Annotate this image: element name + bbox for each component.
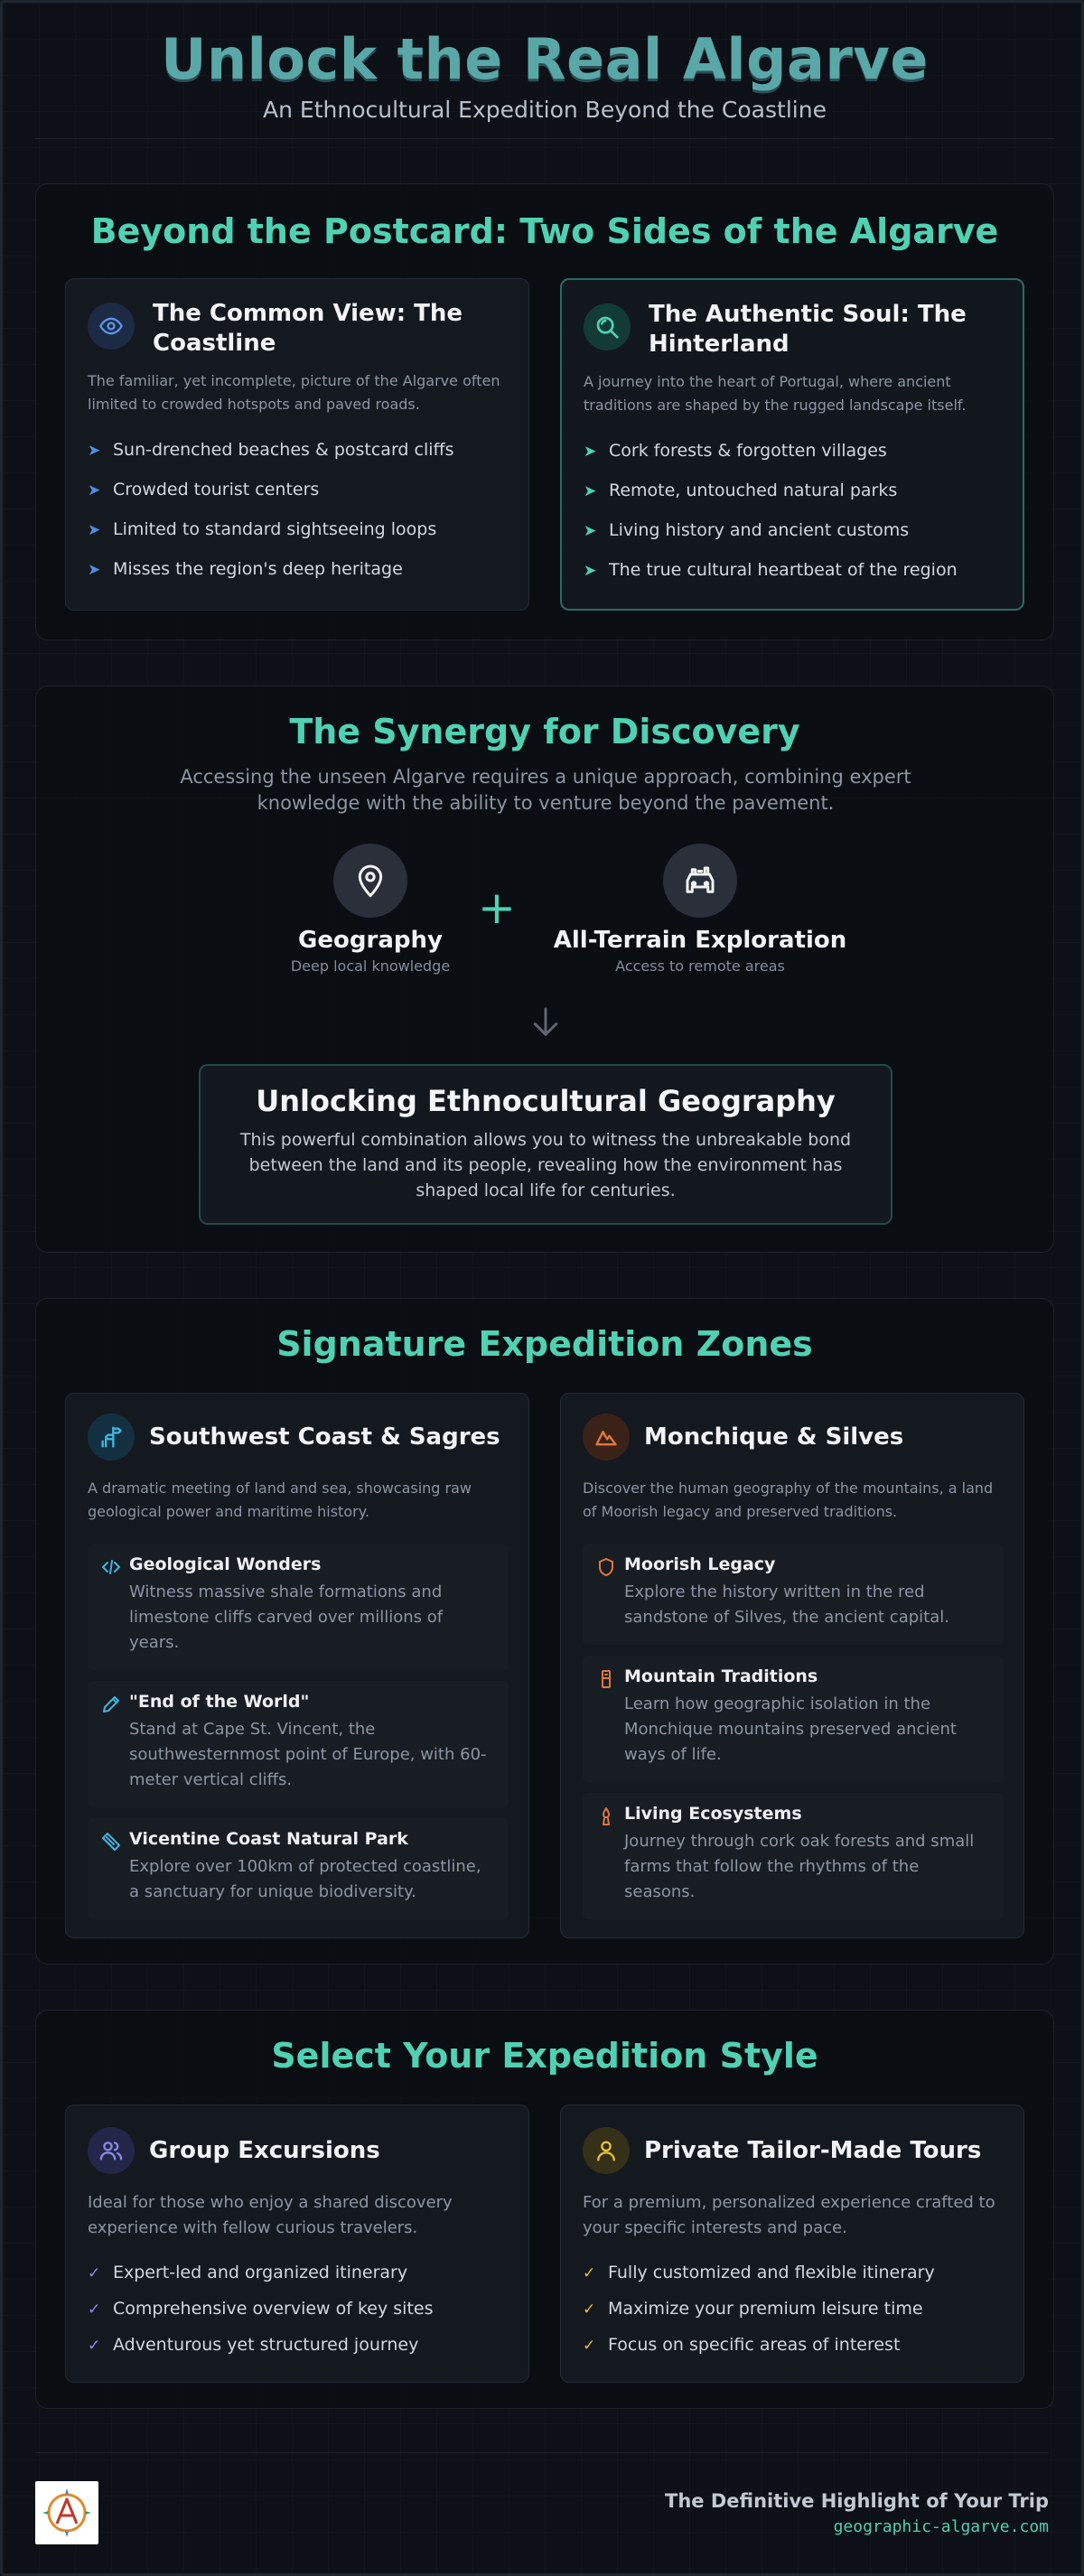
list-item (88, 519, 512, 559)
arrow-icon: ➤ (88, 561, 101, 579)
magnifier-icon (584, 303, 631, 350)
zone-item-mountain-traditions (583, 1656, 1004, 1782)
comparison-title: Beyond the Postcard: Two Sides of the Algarve (90, 211, 999, 251)
monchique-title: Monchique & Silves (644, 1423, 904, 1451)
list-item (584, 560, 1008, 600)
arrow-icon: ➤ (584, 522, 597, 540)
common-view-title-line1: The Common View: The (153, 300, 463, 327)
list-item-text: Focus on specific areas of interest (608, 2335, 901, 2355)
result-title: Unlocking Ethnocultural Geography (256, 1084, 836, 1118)
zones-title: Signature Expedition Zones (276, 1324, 813, 1364)
arrow-icon: ➤ (88, 481, 101, 499)
arrow-icon: ➤ (584, 443, 597, 461)
southwest-zone-card (65, 1393, 529, 1938)
page-subtitle: An Ethnocultural Expedition Beyond the Coastline (263, 97, 827, 123)
list-item (88, 2335, 512, 2371)
list-item-text: Remote, untouched natural parks (609, 481, 898, 500)
monchique-description: Discover the human geography of the mountains, a land of Moorish legacy and preserved traditions. (583, 1479, 994, 1520)
zone-item-end-of-the-world (88, 1681, 509, 1807)
zone-item-text: Stand at Cape St. Vincent, the southwesternmost point of Europe, with 60-meter vertical cliffs. (129, 1720, 487, 1789)
arrow-down-icon (528, 1004, 564, 1041)
result-box (199, 1064, 892, 1225)
styles-title: Select Your Expedition Style (271, 2036, 818, 2076)
southwest-title: Southwest Coast & Sagres (149, 1423, 500, 1451)
plus-icon: + (478, 882, 516, 934)
authentic-soul-title (649, 300, 967, 359)
company-logo (35, 2481, 98, 2544)
arrow-icon: ➤ (88, 442, 101, 460)
footer-tagline: The Definitive Highlight of Your Trip (665, 2490, 1049, 2512)
code-icon (100, 1556, 122, 1578)
list-item-text: Sun-drenched beaches & postcard cliffs (113, 440, 454, 460)
list-item (583, 2299, 1007, 2335)
signpost-icon (88, 1414, 135, 1461)
check-icon: ✓ (88, 2337, 101, 2355)
list-item-text: Cork forests & forgotten villages (609, 441, 887, 461)
list-item (88, 2263, 512, 2299)
check-icon: ✓ (88, 2301, 101, 2319)
arrow-icon: ➤ (584, 562, 597, 580)
zone-item-title: "End of the World" (129, 1692, 310, 1712)
zone-item-title: Geological Wonders (129, 1554, 322, 1574)
all-terrain-node (524, 844, 876, 975)
door-icon (595, 1668, 617, 1690)
torch-icon (595, 1806, 617, 1827)
list-item (88, 559, 512, 599)
synergy-title: The Synergy for Discovery (289, 712, 800, 751)
check-icon: ✓ (88, 2264, 101, 2282)
common-view-title (153, 299, 463, 359)
authentic-soul-title-line1: The Authentic Soul: The (649, 301, 967, 328)
map-pin-icon (333, 844, 407, 918)
zones-section (35, 1298, 1054, 1965)
group-excursions-card (65, 2105, 529, 2383)
zone-item-text: Learn how geographic isolation in the Monchique mountains preserved ancient ways of life. (624, 1694, 957, 1764)
footer-website-link[interactable]: geographic-algarve.com (833, 2517, 1049, 2536)
list-item-text: Living history and ancient customs (609, 520, 910, 540)
common-view-card (65, 278, 529, 611)
check-icon: ✓ (583, 2264, 596, 2282)
common-view-title-line2: Coastline (153, 330, 276, 357)
group-excursions-title: Group Excursions (149, 2137, 380, 2164)
zone-item-vicentine-coast (88, 1818, 509, 1919)
private-tours-card (560, 2105, 1024, 2383)
footer-divider (35, 2452, 1049, 2453)
all-terrain-title: All-Terrain Exploration (553, 927, 847, 954)
list-item-text: Fully customized and flexible itinerary (608, 2263, 935, 2282)
list-item-text: Adventurous yet structured journey (113, 2335, 419, 2355)
zone-item-title: Moorish Legacy (624, 1554, 776, 1574)
private-tours-list (583, 2263, 1007, 2371)
pencil-icon (100, 1694, 122, 1715)
list-item-text: Limited to standard sightseeing loops (113, 519, 437, 539)
all-terrain-subtitle: Access to remote areas (615, 957, 785, 975)
geography-subtitle: Deep local knowledge (290, 957, 451, 975)
monchique-zone-card (560, 1393, 1024, 1938)
list-item-text: Maximize your premium leisure time (608, 2299, 923, 2319)
zone-item-moorish-legacy (583, 1544, 1004, 1645)
private-tours-description: For a premium, personalized experience crafted to your specific interests and pace. (583, 2193, 995, 2237)
authentic-soul-description: A journey into the heart of Portugal, where ancient traditions are shaped by the rugged landscape itself. (584, 373, 967, 414)
authentic-soul-list (584, 441, 1008, 600)
synergy-intro: Accessing the unseen Algarve requires a unique approach, combining expert knowledge with the ability to venture beyond the pavement. (180, 766, 911, 814)
ruler-icon (100, 1831, 122, 1853)
list-item-text: Misses the region's deep heritage (113, 559, 403, 579)
authentic-soul-card (560, 278, 1024, 611)
group-excursions-description: Ideal for those who enjoy a shared discovery experience with fellow curious travelers. (88, 2193, 453, 2237)
result-text: This powerful combination allows you to witness the unbreakable bond between the land and its people, revealing how the environment has shaped local life for centuries. (239, 1130, 852, 1200)
zone-item-text: Witness massive shale formations and limestone cliffs carved over millions of years. (129, 1582, 444, 1652)
common-view-list (88, 440, 512, 599)
eye-icon (88, 303, 135, 350)
zone-item-title: Mountain Traditions (624, 1666, 818, 1686)
vehicle-icon (663, 844, 737, 918)
styles-section (35, 2010, 1054, 2409)
geography-node (271, 844, 470, 975)
list-item (88, 2299, 512, 2335)
private-tours-title: Private Tailor-Made Tours (644, 2137, 982, 2164)
shield-icon (595, 1556, 617, 1578)
check-icon: ✓ (583, 2301, 596, 2319)
geography-title: Geography (298, 927, 443, 954)
zone-item-living-ecosystems (583, 1793, 1004, 1919)
authentic-soul-title-line2: Hinterland (649, 331, 790, 358)
header-divider (35, 138, 1054, 139)
group-excursions-list (88, 2263, 512, 2371)
arrow-icon: ➤ (584, 482, 597, 500)
synergy-section (35, 686, 1054, 1253)
check-icon: ✓ (583, 2337, 596, 2355)
list-item-text: Comprehensive overview of key sites (113, 2299, 434, 2319)
zone-item-geological-wonders (88, 1544, 509, 1670)
southwest-description: A dramatic meeting of land and sea, showcasing raw geological power and maritime history. (88, 1479, 472, 1520)
user-icon (583, 2127, 630, 2174)
users-icon (88, 2127, 135, 2174)
zone-item-title: Vicentine Coast Natural Park (129, 1829, 408, 1849)
page-header (3, 3, 1084, 140)
list-item-text: The true cultural heartbeat of the region (609, 560, 958, 580)
list-item (583, 2335, 1007, 2371)
comparison-section (35, 183, 1054, 640)
zone-item-text: Explore the history written in the red sandstone of Silves, the ancient capital. (624, 1582, 949, 1627)
zone-item-text: Journey through cork oak forests and small farms that follow the rhythms of the seasons. (624, 1832, 975, 1901)
common-view-description: The familiar, yet incomplete, picture of the Algarve often limited to crowded hotspots and paved roads. (88, 372, 500, 413)
mountain-icon (583, 1414, 630, 1461)
list-item-text: Expert-led and organized itinerary (113, 2263, 408, 2282)
zone-item-text: Explore over 100km of protected coastline, a sanctuary for unique biodiversity. (129, 1857, 481, 1901)
list-item (584, 520, 1008, 560)
zone-item-title: Living Ecosystems (624, 1804, 802, 1824)
list-item (583, 2263, 1007, 2299)
list-item-text: Crowded tourist centers (113, 480, 320, 499)
list-item (584, 481, 1008, 520)
page-title: Unlock the Real Algarve (161, 26, 929, 92)
list-item (88, 440, 512, 480)
arrow-icon: ➤ (88, 521, 101, 539)
list-item (88, 480, 512, 519)
list-item (584, 441, 1008, 481)
